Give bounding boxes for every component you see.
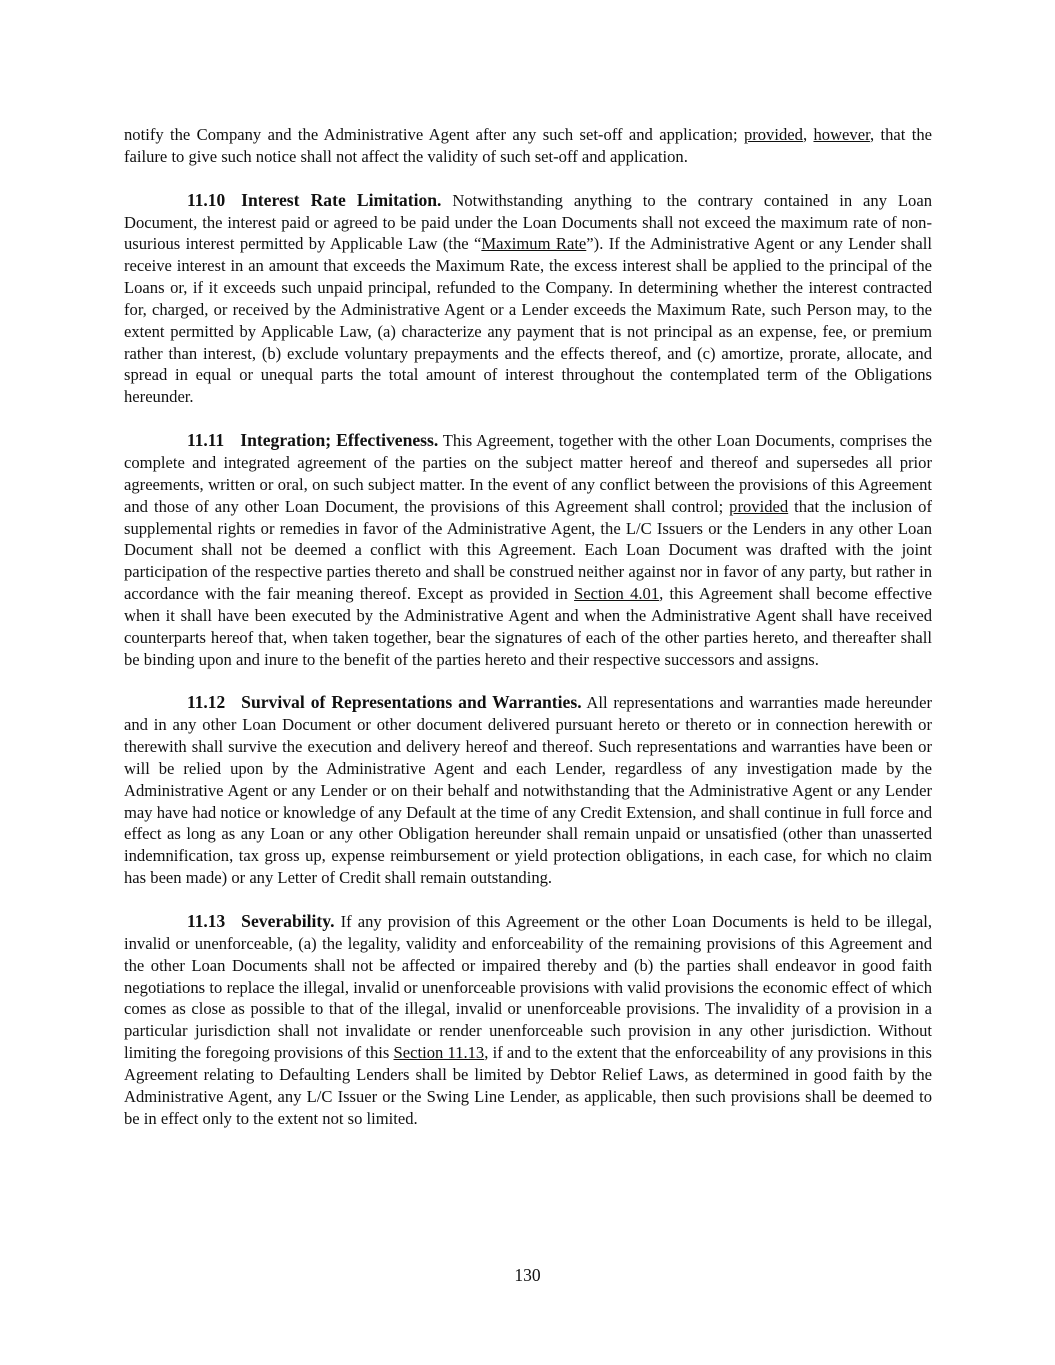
section-number: 11.12 (187, 692, 226, 713)
defined-term: Maximum Rate (481, 234, 587, 254)
section-11-10 (124, 190, 932, 408)
section-body: All representations and warranties made hereunder and in any other Loan Document or other document delivered pursuant hereto or thereto or in connection herewith or therewith shall survive the execution and delivery hereof and thereof. Such representations and warranties have been or will be relied upon by the Administrative Agent and each Lender, regardless of any investigation made by the Administrative Agent or any Lender or on their behalf and notwithstanding that the Administrative Agent or any Lender may have had notice or knowledge of any Default at the time of any Credit Extension, and shall continue in full force and effect as long as any Loan or any other Obligation hereunder shall remain unpaid or unsatisfied (other than unasserted indemnification, tax gross up, expense reimbursement or yield protection obligations, in each case, for which no claim has been made) or any Letter of Credit shall remain outstanding. (124, 693, 932, 888)
section-11-12 (124, 692, 932, 889)
section-heading: Interest Rate Limitation. (241, 189, 442, 210)
section-heading: Severability. (241, 911, 335, 931)
intro-text: notify the Company and the Administrative Agent after any such set-off and application; (124, 125, 744, 144)
section-body-cont: that the inclusion of supplemental rights or remedies in favor of the Administrative Agent, the L/C Issuers or the Lenders in any other Loan Document shall not be deemed a conflict with this Agreement. Each Loan Document was drafted with the joint participation of the respective parties thereto and shall be construed neither against nor in favor of any party, but rather in accordance with the fair meaning thereof. Except as provided in (124, 496, 932, 604)
section-reference-link[interactable]: Section 4.01 (574, 584, 660, 604)
section-body: This Agreement, together with the other Loan Documents, comprises the complete and integrated agreement of the parties on the subject matter hereof and thereof and supersedes all prior agreements, written or oral, on such subject matter. In the event of any conflict between the provisions of this Agreement and those of any other Loan Document, the provisions of this Agreement shall control; (124, 431, 932, 516)
section-body-cont: , if and to the extent that the enforceability of any provisions in this Agreement relating to Defaulting Lenders shall be limited by Debtor Relief Laws, as determined in good faith by the Administrative Agent, any L/C Issuer or the Swing Line Lender, as applicable, then such provisions shall be deemed to be in effect only to the extent not so limited. (124, 1043, 932, 1128)
section-body-end: , this Agreement shall become effective when it shall have been executed by the Administrative Agent and when the Administrative Agent shall have received counterparts hereof that, when taken together, bear the signatures of each of the other parties hereto, and thereafter shall be binding upon and inure to the benefit of the parties hereto and their respective successors and assigns. (124, 584, 932, 669)
intro-text-end: , that the failure to give such notice shall not affect the validity of such set-off and application. (124, 125, 932, 166)
section-body-cont: ”). If the Administrative Agent or any Lender shall receive interest in an amount that exceeds the Maximum Rate, the excess interest shall be applied to the principal of the Loans or, if it exceeds such unpaid principal, refunded to the Company. In determining whether the interest contracted for, charged, or received by the Administrative Agent or a Lender exceeds the Maximum Rate, such Person may, to the extent permitted by Applicable Law, (a) characterize any payment that is not principal as an expense, fee, or premium rather than interest, (b) exclude voluntary prepayments and the effects thereof, and (c) amortize, prorate, allocate, and spread in equal or unequal parts the total amount of interest throughout the contemplated term of the Obligations hereunder. (124, 234, 932, 407)
section-heading: Survival of Representations and Warranties. (241, 692, 582, 713)
section-11-13 (124, 911, 932, 1129)
continuation-paragraph (124, 124, 932, 168)
provided-term: provided (743, 125, 803, 144)
intro-comma: , (802, 125, 814, 144)
section-body: Notwithstanding anything to the contrary contained in any Loan Document, the interest paid or agreed to be paid under the Loan Documents shall not exceed the maximum rate of non-usurious interest permitted by Applicable Law (the “ (124, 190, 932, 254)
section-reference-link[interactable]: Section 11.13 (393, 1043, 485, 1063)
section-number: 11.10 (187, 189, 226, 210)
section-heading: Integration; Effectiveness. (240, 430, 439, 451)
provided-term: provided (729, 496, 789, 516)
section-number: 11.13 (187, 911, 226, 931)
section-11-11 (124, 430, 932, 670)
section-body: If any provision of this Agreement or the other Loan Documents is held to be illegal, invalid or unenforceable, (a) the legality, validity and enforceability of the remaining provisions of this Agreement and the other Loan Documents shall not be affected or impaired thereby and (b) the parties shall endeavor in good faith negotiations to replace the illegal, invalid or unenforceable provisions with valid provisions the economic effect of which comes as close as possible to that of the illegal, invalid or unenforceable provisions. The invalidity of a provision in a particular jurisdiction shall not invalidate or render unenforceable such provision in any other jurisdiction. Without limiting the foregoing provisions of this (124, 912, 932, 1063)
document-page (124, 124, 932, 1129)
however-term: however (813, 125, 870, 144)
section-number: 11.11 (187, 430, 225, 451)
page-number: 130 (514, 1265, 541, 1285)
